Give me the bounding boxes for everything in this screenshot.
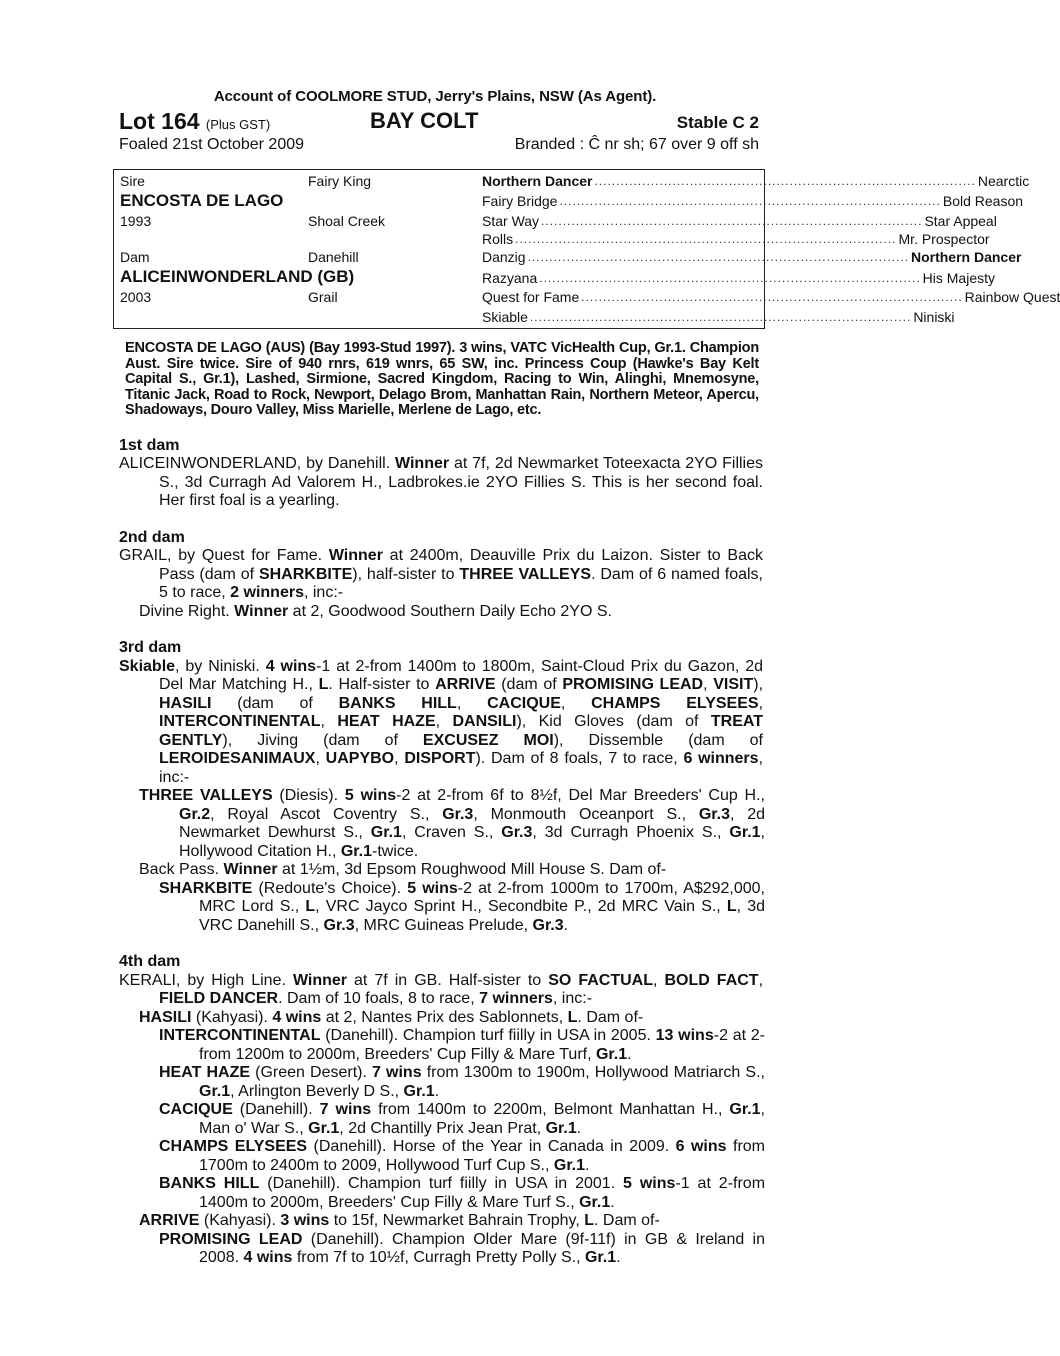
bold-text: THREE VALLEYS xyxy=(459,565,592,583)
bold-text: Gr.1 xyxy=(729,1101,761,1118)
family-entry xyxy=(113,1064,765,1101)
text: Divine Right. xyxy=(139,602,235,620)
text: , Hollywood Citation H., xyxy=(179,824,765,860)
text: . Dam of- xyxy=(577,1008,644,1026)
bold-text: 2 winners xyxy=(230,584,304,601)
bold-text: CHAMPS ELYSEES xyxy=(159,1138,308,1155)
bold-text: BOLD FACT xyxy=(664,971,759,989)
text: ), half-sister to xyxy=(352,565,460,583)
bold-text: DANSILI xyxy=(452,713,517,730)
family-entry xyxy=(113,1212,765,1231)
text: at 2400m, Deauville Prix du Laizon. Sister to Back Pass (dam of xyxy=(159,547,763,583)
bold-text: L xyxy=(584,1212,594,1229)
ancestor: His Majesty xyxy=(922,270,996,286)
text: ), Jiving (dam of xyxy=(222,731,423,749)
bold-text: Gr.1 xyxy=(340,842,372,860)
section-heading: 3rd dam xyxy=(119,639,182,656)
text: . xyxy=(563,916,569,934)
bold-text: ARRIVE xyxy=(139,1212,200,1229)
ancestor: Rainbow Quest xyxy=(964,289,1060,305)
family-entry xyxy=(113,1231,765,1268)
text: from 1300m to 1900m, Hollywood Matriarch S., xyxy=(421,1064,765,1081)
lot-title: BAY COLT xyxy=(370,108,479,133)
text: , xyxy=(560,694,592,712)
family-entry xyxy=(113,787,765,861)
dam-section xyxy=(113,953,765,1268)
bold-text: LEROIDESANIMAUX xyxy=(159,750,316,767)
bold-text: DISPORT xyxy=(404,750,476,767)
third-gen-row: Danzig ........................................................................................ Northern Dancer xyxy=(482,249,1022,265)
bold-text: Gr.2 xyxy=(179,805,211,823)
text: at 2, Goodwood Southern Daily Echo 2YO S. xyxy=(288,602,612,620)
bold-text: EXCUSEZ MOI xyxy=(422,731,554,749)
text: (dam of xyxy=(495,676,563,693)
text: from 1400m to 2200m, Belmont Manhattan H., xyxy=(371,1101,730,1118)
third-gen-row: Razyana ........................................................................................ His Majesty xyxy=(482,270,996,286)
bold-text: Gr.3 xyxy=(442,805,474,823)
ancestor: Northern Dancer xyxy=(910,249,1022,265)
text: -2 at 2-from 6f to 8½f, Del Mar Breeders' Cup H., xyxy=(396,787,766,804)
text: . xyxy=(576,1119,582,1137)
section-heading: 2nd dam xyxy=(119,528,185,546)
bold-text: Gr.1 xyxy=(595,1045,628,1063)
bold-text: PROMISING LEAD xyxy=(562,676,704,693)
bold-text: Gr.3 xyxy=(323,916,355,934)
text: -1 at 2-from 1400m to 2000m, Breeders' Cup Filly & Mare Turf S., xyxy=(199,1175,766,1211)
bold-text: Winner xyxy=(292,971,348,989)
bold-text: SHARKBITE xyxy=(159,879,253,897)
dam-sections xyxy=(113,437,765,1268)
bold-text: BANKS HILL xyxy=(159,1175,260,1192)
text: . xyxy=(616,1249,621,1266)
text: , xyxy=(758,694,764,712)
text: , xyxy=(456,694,488,712)
bold-text: VISIT xyxy=(713,676,754,693)
text: (Green Desert). xyxy=(250,1064,373,1081)
ancestor: Rolls xyxy=(482,231,514,247)
text: . Half-sister to xyxy=(328,676,436,693)
bold-text: L xyxy=(318,676,329,693)
text: at 2, Nantes Prix des Sablonnets, xyxy=(321,1008,568,1026)
sire-summary: ENCOSTA DE LAGO (AUS) (Bay 1993-Stud 1997). 3 wins, VATC VicHealth Cup, Gr.1. Champion Aust. Sire twice. Sire of 940 rnrs, 619 wnrs, 65 SW, inc. Princess Coup (Hawke's Bay Kelt Capital S., Gr.1), Lashed, Sirmione, Sacred Kingdom, Racing to Win, Alinghi, Mnemosyne, Titanic Jack, Road to Rock, Newport, Delago Brom, Manhattan Rain, Northern Meteor, Apercu, Shadoways, Douro Valley, Miss Marielle, Merlene de Lago, etc. xyxy=(125,340,759,418)
bold-text: Gr.1 xyxy=(545,1119,577,1137)
third-gen-row: Quest for Fame ........................................................................................ Rainbow Quest xyxy=(482,289,1060,305)
text: -2 at 2-from 1000m to 1700m, A$292,000, MRC Lord S., xyxy=(199,879,765,915)
bold-text: HEAT HAZE xyxy=(337,713,436,730)
text: , xyxy=(758,971,764,989)
text: ALICEINWONDERLAND, by Danehill. xyxy=(119,455,396,472)
catalogue-page xyxy=(113,88,1060,1268)
bold-text: 4 wins xyxy=(272,1008,322,1026)
bold-text: INTERCONTINENTAL xyxy=(159,713,321,730)
text: (Danehill). Champion turf fiilly in USA in 2001. xyxy=(259,1175,624,1192)
bold-text: HEAT HAZE xyxy=(159,1064,251,1081)
bold-text: FIELD DANCER xyxy=(159,990,279,1007)
dam-section xyxy=(113,529,765,622)
text: , inc:- xyxy=(159,750,764,786)
bold-text: CACIQUE xyxy=(487,694,561,712)
dam-name: ALICEINWONDERLAND (GB) xyxy=(120,267,355,286)
third-gen-row: Skiable ........................................................................................ Niniski xyxy=(482,309,955,325)
text: at 1½m, 3d Epsom Roughwood Mill House S. Dam of- xyxy=(277,861,667,878)
bold-text: ARRIVE xyxy=(435,676,496,693)
family-entry xyxy=(113,1101,765,1138)
bold-text: 5 wins xyxy=(623,1175,676,1192)
brand-description: Branded : Ĉ nr sh; 67 over 9 off sh xyxy=(514,136,759,153)
bold-text: 7 wins xyxy=(319,1101,372,1118)
bold-text: Gr.1 xyxy=(308,1119,340,1137)
foaled-date: Foaled 21st October 2009 xyxy=(119,136,305,153)
family-entry xyxy=(113,1138,765,1175)
stable-location: Stable C 2 xyxy=(676,113,759,132)
ancestor: Nearctic xyxy=(977,173,1030,189)
text: (Danehill). Horse of the Year in Canada in 2009. xyxy=(307,1138,676,1155)
bold-text: 4 wins xyxy=(243,1249,293,1266)
text: , MRC Guineas Prelude, xyxy=(354,916,533,934)
family-entry xyxy=(113,1027,765,1064)
bold-text: Winner xyxy=(223,861,278,878)
sire-year: 1993 xyxy=(120,213,152,229)
text: , Man o' War S., xyxy=(199,1101,765,1137)
sire-sire: Fairy King xyxy=(308,173,372,189)
dam-sire: Danehill xyxy=(308,249,359,265)
bold-text: Gr.3 xyxy=(532,916,564,934)
dam-section xyxy=(113,639,765,935)
text: (Redoute's Choice). xyxy=(252,879,408,897)
family-entry xyxy=(113,658,765,788)
text: (Danehill). Champion Older Mare (9f-11f) in GB & Ireland in 2008. xyxy=(199,1230,766,1266)
text: , 2d Chantilly Prix Jean Prat, xyxy=(339,1119,546,1137)
text: Back Pass. xyxy=(139,861,224,878)
dam-year: 2003 xyxy=(120,289,152,305)
text: (Danehill). xyxy=(232,1101,320,1118)
bold-text: 6 winners xyxy=(683,750,759,767)
text: GRAIL, by Quest for Fame. xyxy=(119,547,329,564)
ancestor: Bold Reason xyxy=(942,193,1024,209)
bold-text: Gr.3 xyxy=(698,805,730,823)
text: , Arlington Beverly D S., xyxy=(230,1082,404,1100)
text: , xyxy=(315,750,326,767)
text: , xyxy=(320,713,338,730)
bold-text: 5 wins xyxy=(407,879,458,897)
lot-number xyxy=(119,108,270,135)
text: , xyxy=(435,713,453,730)
ancestor: Mr. Prospector xyxy=(898,231,990,247)
text: to 15f, Newmarket Bahrain Trophy, xyxy=(329,1212,585,1229)
text: . Dam of 10 foals, 8 to race, xyxy=(278,990,480,1007)
ancestor: Skiable xyxy=(482,309,528,325)
gst-note: (Plus GST) xyxy=(205,117,271,132)
third-gen-row: Star Way ........................................................................................ Star Appeal xyxy=(482,213,997,229)
family-entry xyxy=(113,547,765,603)
bold-text: 3 wins xyxy=(280,1212,330,1229)
family-entry xyxy=(113,972,765,1009)
bold-text: 4 wins xyxy=(265,657,317,675)
bold-text: L xyxy=(567,1008,578,1026)
bold-text: UAPYBO xyxy=(325,750,395,767)
ancestor: Fairy Bridge xyxy=(482,193,558,209)
bold-text: Gr.1 xyxy=(403,1082,435,1100)
bold-text: Winner xyxy=(395,455,450,472)
bold-text: Gr.1 xyxy=(729,824,761,841)
sire-name: ENCOSTA DE LAGO xyxy=(120,191,284,210)
bold-text: Gr.1 xyxy=(579,1193,611,1211)
text: ), Kid Gloves (dam of xyxy=(516,713,711,730)
bold-text: L xyxy=(726,898,737,915)
info-row xyxy=(113,136,765,160)
text: (Danehill). Champion turf fiilly in USA in 2005. xyxy=(320,1027,656,1044)
text: -1 at 2-from 1400m to 1800m, Saint-Cloud Prix du Gazon, 2d Del Mar Matching H., xyxy=(159,657,764,693)
text: , xyxy=(394,750,405,767)
bold-text: BANKS HILL xyxy=(338,694,457,712)
ancestor: Niniski xyxy=(913,309,955,325)
third-gen-row: Fairy Bridge ........................................................................................ Bold Reason xyxy=(482,193,1024,209)
dam-label: Dam xyxy=(120,249,150,265)
third-gen-row: Northern Dancer ........................................................................................ Nearctic xyxy=(482,173,1030,189)
text: . Dam of 6 named foals, 5 to race, xyxy=(159,565,764,601)
third-gen-row: Rolls ........................................................................................ Mr. Prospector xyxy=(482,231,990,247)
bold-text: CACIQUE xyxy=(159,1101,233,1118)
family-entry xyxy=(113,861,765,880)
bold-text: SHARKBITE xyxy=(258,565,353,583)
section-heading: 1st dam xyxy=(119,436,180,454)
text: ). Dam of 8 foals, 7 to race, xyxy=(475,750,684,767)
bold-text: Gr.1 xyxy=(199,1082,231,1100)
bold-text: HASILI xyxy=(159,694,212,712)
bold-text: Winner xyxy=(328,547,383,564)
dam-section xyxy=(113,437,765,511)
text: (Diesis). xyxy=(272,787,345,804)
lot-row xyxy=(113,108,765,136)
family-entry xyxy=(113,880,765,936)
text: KERALI, by High Line. xyxy=(119,971,293,989)
bold-text: 6 wins xyxy=(675,1138,727,1155)
text: , xyxy=(652,971,665,989)
text: ), xyxy=(753,676,764,693)
bold-text: Gr.1 xyxy=(553,1156,586,1174)
ancestor: Star Way xyxy=(482,213,540,229)
bold-text: TREAT GENTLY xyxy=(159,713,764,749)
bold-text: SO FACTUAL xyxy=(548,971,653,989)
section-heading: 4th dam xyxy=(119,953,181,970)
text: (dam of xyxy=(211,694,339,712)
bold-text: 13 wins xyxy=(655,1027,714,1044)
bold-text: Gr.1 xyxy=(370,824,402,841)
bold-text: Winner xyxy=(234,602,289,620)
text: , xyxy=(703,676,714,693)
text: -2 at 2-from 1200m to 2000m, Breeders' Cup Filly & Mare Turf, xyxy=(199,1027,765,1063)
text: at 7f in GB. Half-sister to xyxy=(347,971,549,989)
bold-text: CHAMPS ELYSEES xyxy=(591,694,759,712)
dam-dam: Grail xyxy=(308,289,338,305)
bold-text: 5 wins xyxy=(344,787,397,804)
text: ), Dissemble (dam of xyxy=(553,731,763,749)
sire-label: Sire xyxy=(120,173,145,189)
bold-text: PROMISING LEAD xyxy=(159,1230,303,1248)
text: . xyxy=(434,1082,440,1100)
pedigree-table xyxy=(113,169,1060,329)
text: , VRC Jayco Sprint H., Secondbite P., 2d MRC Vain S., xyxy=(315,898,727,915)
text: , 3d Curragh Phoenix S., xyxy=(532,824,730,841)
bold-text: HASILI xyxy=(139,1008,192,1026)
family-entry xyxy=(113,1175,765,1212)
text: (Kahyasi). xyxy=(191,1008,273,1026)
bold-text: Gr.3 xyxy=(501,824,533,841)
family-entry xyxy=(113,455,765,511)
text: , Craven S., xyxy=(401,824,502,841)
family-entry xyxy=(113,603,765,622)
ancestor: Star Appeal xyxy=(924,213,997,229)
ancestor: Northern Dancer xyxy=(482,173,593,189)
bold-text: INTERCONTINENTAL xyxy=(159,1027,321,1044)
vendor-account: Account of COOLMORE STUD, Jerry's Plains, NSW (As Agent). xyxy=(213,88,657,105)
text: (Kahyasi). xyxy=(199,1212,281,1229)
text: . Dam of- xyxy=(594,1212,660,1229)
bold-text: Skiable xyxy=(119,657,176,675)
family-entry xyxy=(113,1009,765,1028)
text: . xyxy=(610,1193,615,1211)
text: at 7f, 2d Newmarket Toteexacta 2YO Fillies S., 3d Curragh Ad Valorem H., Ladbrokes.ie 2YO Fillies S. This is her second foal. Her first foal is a yearling. xyxy=(159,455,763,509)
text: , Monmouth Oceanport S., xyxy=(473,805,699,823)
sire-dam: Shoal Creek xyxy=(308,213,386,229)
text: from 1700m to 2400m to 2009, Hollywood Turf Cup S., xyxy=(199,1138,765,1174)
text: , by Niniski. xyxy=(175,657,266,675)
bold-text: Gr.1 xyxy=(584,1249,617,1266)
text: , inc:- xyxy=(552,990,593,1007)
bold-text: 7 winners xyxy=(479,990,553,1007)
text: from 7f to 10½f, Curragh Pretty Polly S., xyxy=(292,1249,585,1266)
bold-text: L xyxy=(305,898,316,915)
bold-text: THREE VALLEYS xyxy=(139,787,273,804)
ancestor: Razyana xyxy=(482,270,538,286)
ancestor: Danzig xyxy=(482,249,526,265)
bold-text: 7 wins xyxy=(372,1064,422,1081)
text: -twice. xyxy=(371,842,419,860)
text: , inc:- xyxy=(303,584,344,601)
text: , 2d Newmarket Dewhurst S., xyxy=(179,805,766,841)
text: , Royal Ascot Coventry S., xyxy=(210,805,443,823)
text: . xyxy=(585,1156,590,1174)
text: . xyxy=(627,1045,632,1063)
ancestor: Quest for Fame xyxy=(482,289,580,305)
lot-label: Lot 164 xyxy=(119,108,200,134)
text: , 3d VRC Danehill S., xyxy=(199,898,766,934)
